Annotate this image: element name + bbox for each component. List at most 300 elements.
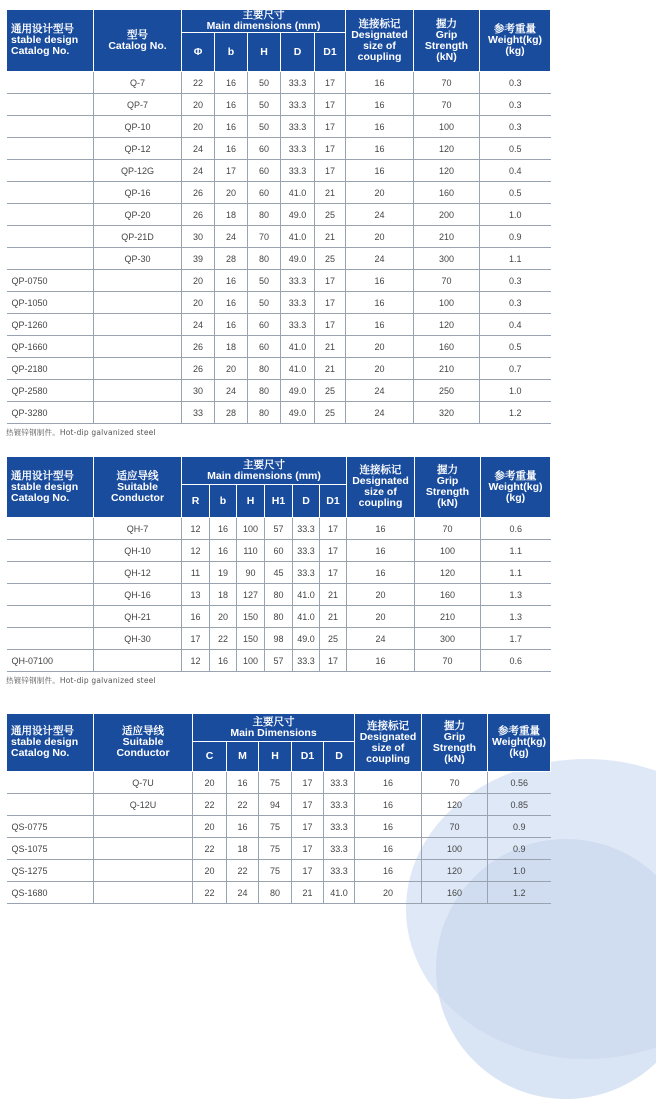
col-header: D1 — [292, 742, 324, 772]
value-cell: 25 — [315, 380, 346, 402]
col-header: D — [281, 33, 315, 72]
header-catalog: 通用设计型号 stable design Catalog No. — [7, 714, 94, 772]
value-cell: 21 — [315, 182, 346, 204]
value-cell: 16 — [210, 540, 237, 562]
catalog-cell: QP-3280 — [7, 402, 94, 424]
value-cell: 70 — [414, 270, 480, 292]
value-cell: 120 — [414, 160, 480, 182]
value-cell: 21 — [292, 882, 324, 904]
value-cell: 250 — [414, 380, 480, 402]
value-cell: 17 — [315, 270, 346, 292]
value-cell: 90 — [237, 562, 265, 584]
value-cell: 120 — [414, 314, 480, 336]
col-header: D1 — [315, 33, 346, 72]
value-cell: 24 — [347, 628, 415, 650]
table-row — [7, 540, 551, 562]
value-cell: 18 — [215, 204, 248, 226]
model-cell: QP-30 — [94, 248, 182, 270]
table-row — [7, 292, 551, 314]
catalog-cell: QS-0775 — [7, 816, 94, 838]
value-cell: 75 — [259, 816, 292, 838]
catalog-cell — [7, 116, 94, 138]
value-cell: 20 — [346, 182, 414, 204]
header-dimensions: 主要尺寸 Main dimensions (mm) — [182, 10, 346, 33]
value-cell: 160 — [414, 182, 480, 204]
value-cell: 75 — [259, 838, 292, 860]
value-cell: 24 — [182, 138, 215, 160]
value-cell: 50 — [248, 292, 281, 314]
value-cell: 30 — [182, 226, 215, 248]
value-cell: 160 — [422, 882, 488, 904]
header-coupling: 连接标记 Designated size of coupling — [355, 714, 422, 772]
value-cell: 0.6 — [481, 650, 551, 672]
catalog-cell: QS-1075 — [7, 838, 94, 860]
value-cell: 33.3 — [293, 562, 320, 584]
value-cell: 20 — [182, 116, 215, 138]
value-cell: 20 — [215, 358, 248, 380]
value-cell: 18 — [215, 336, 248, 358]
catalog-cell — [7, 248, 94, 270]
catalog-cell — [7, 772, 94, 794]
col-header: R — [182, 485, 210, 518]
value-cell: 25 — [315, 204, 346, 226]
value-cell: 28 — [215, 248, 248, 270]
value-cell: 25 — [315, 248, 346, 270]
value-cell: 49.0 — [281, 248, 315, 270]
table-row — [7, 772, 551, 794]
model-cell: QP-10 — [94, 116, 182, 138]
header-catalog: 通用设计型号 stable design Catalog No. — [7, 10, 94, 72]
value-cell: 12 — [182, 650, 210, 672]
header-dimensions: 主要尺寸 Main Dimensions — [193, 714, 355, 742]
value-cell: 19 — [210, 562, 237, 584]
value-cell: 24 — [182, 160, 215, 182]
value-cell: 16 — [346, 160, 414, 182]
value-cell: 25 — [320, 628, 347, 650]
material-note: 热镀锌钢制件。Hot-dip galvanized steel — [6, 676, 156, 685]
value-cell: 75 — [259, 860, 292, 882]
model-cell: QH-16 — [94, 584, 182, 606]
value-cell: 17 — [292, 794, 324, 816]
value-cell: 60 — [248, 314, 281, 336]
value-cell: 1.2 — [480, 402, 551, 424]
value-cell: 0.3 — [480, 72, 551, 94]
value-cell: 120 — [414, 138, 480, 160]
model-cell — [94, 358, 182, 380]
value-cell: 16 — [346, 72, 414, 94]
model-cell: QP-16 — [94, 182, 182, 204]
value-cell: 18 — [210, 584, 237, 606]
value-cell: 200 — [414, 204, 480, 226]
catalog-cell: QP-2580 — [7, 380, 94, 402]
catalog-cell: QP-2180 — [7, 358, 94, 380]
value-cell: 18 — [227, 838, 259, 860]
value-cell: 33.3 — [324, 816, 355, 838]
value-cell: 100 — [237, 518, 265, 540]
value-cell: 1.3 — [481, 606, 551, 628]
value-cell: 45 — [265, 562, 293, 584]
value-cell: 33.3 — [281, 314, 315, 336]
value-cell: 17 — [315, 160, 346, 182]
value-cell: 24 — [346, 248, 414, 270]
value-cell: 20 — [182, 270, 215, 292]
value-cell: 70 — [248, 226, 281, 248]
table-row — [7, 816, 551, 838]
model-cell: QP-21D — [94, 226, 182, 248]
value-cell: 1.1 — [480, 248, 551, 270]
value-cell: 39 — [182, 248, 215, 270]
value-cell: 26 — [182, 358, 215, 380]
model-cell: QH-12 — [94, 562, 182, 584]
value-cell: 0.3 — [480, 292, 551, 314]
value-cell: 150 — [237, 628, 265, 650]
value-cell: 0.6 — [481, 518, 551, 540]
value-cell: 16 — [346, 116, 414, 138]
header-coupling: 连接标记 Designated size of coupling — [347, 457, 415, 518]
value-cell: 300 — [414, 248, 480, 270]
value-cell: 21 — [315, 358, 346, 380]
value-cell: 80 — [248, 204, 281, 226]
value-cell: 17 — [292, 772, 324, 794]
value-cell: 16 — [347, 650, 415, 672]
catalog-cell — [7, 94, 94, 116]
value-cell: 80 — [265, 606, 293, 628]
value-cell: 80 — [265, 584, 293, 606]
catalog-cell — [7, 204, 94, 226]
table-row — [7, 628, 551, 650]
catalog-cell — [7, 226, 94, 248]
value-cell: 33.3 — [324, 838, 355, 860]
value-cell: 16 — [346, 270, 414, 292]
col-header: D — [324, 742, 355, 772]
table-row — [7, 116, 551, 138]
value-cell: 20 — [346, 226, 414, 248]
model-cell: QP-7 — [94, 94, 182, 116]
catalog-cell: QH-07100 — [7, 650, 94, 672]
value-cell: 16 — [215, 94, 248, 116]
catalog-cell — [7, 606, 94, 628]
value-cell: 120 — [422, 860, 488, 882]
value-cell: 17 — [320, 540, 347, 562]
value-cell: 17 — [315, 138, 346, 160]
value-cell: 49.0 — [281, 402, 315, 424]
value-cell: 70 — [422, 816, 488, 838]
col-header: H — [259, 742, 292, 772]
header-catalog: 通用设计型号 stable design Catalog No. — [7, 457, 94, 518]
value-cell: 50 — [248, 94, 281, 116]
value-cell: 20 — [346, 336, 414, 358]
value-cell: 16 — [355, 772, 422, 794]
model-cell: QH-30 — [94, 628, 182, 650]
table-row — [7, 402, 551, 424]
table-row — [7, 838, 551, 860]
value-cell: 80 — [248, 358, 281, 380]
material-note: 热镀锌钢制件。Hot-dip galvanized steel — [6, 428, 156, 437]
value-cell: 100 — [414, 116, 480, 138]
catalog-cell: QP-1260 — [7, 314, 94, 336]
col-header: C — [193, 742, 227, 772]
model-cell — [94, 816, 193, 838]
catalog-cell — [7, 794, 94, 816]
value-cell: 70 — [414, 94, 480, 116]
value-cell: 17 — [315, 314, 346, 336]
catalog-cell — [7, 518, 94, 540]
table-row — [7, 204, 551, 226]
header-coupling: 连接标记 Designated size of coupling — [346, 10, 414, 72]
value-cell: 33.3 — [324, 860, 355, 882]
model-cell: QH-7 — [94, 518, 182, 540]
value-cell: 20 — [215, 182, 248, 204]
catalog-cell — [7, 562, 94, 584]
table-row — [7, 358, 551, 380]
model-cell — [94, 336, 182, 358]
value-cell: 1.7 — [481, 628, 551, 650]
value-cell: 50 — [248, 116, 281, 138]
value-cell: 20 — [346, 358, 414, 380]
value-cell: 1.1 — [481, 540, 551, 562]
col-header: b — [210, 485, 237, 518]
catalog-cell — [7, 72, 94, 94]
value-cell: 100 — [422, 838, 488, 860]
table-row — [7, 650, 551, 672]
value-cell: 33.3 — [281, 138, 315, 160]
value-cell: 33.3 — [293, 540, 320, 562]
value-cell: 17 — [315, 116, 346, 138]
header-weight: 参考重量 Weight(kg) (kg) — [488, 714, 551, 772]
value-cell: 24 — [346, 204, 414, 226]
model-cell: QP-20 — [94, 204, 182, 226]
header-grip: 握力 Grip Strength (kN) — [422, 714, 488, 772]
model-cell: QP-12G — [94, 160, 182, 182]
value-cell: 1.0 — [480, 380, 551, 402]
value-cell: 17 — [292, 816, 324, 838]
value-cell: 80 — [248, 248, 281, 270]
value-cell: 320 — [414, 402, 480, 424]
model-cell — [94, 314, 182, 336]
value-cell: 22 — [227, 860, 259, 882]
model-cell — [94, 270, 182, 292]
value-cell: 33.3 — [293, 518, 320, 540]
value-cell: 16 — [215, 116, 248, 138]
value-cell: 20 — [210, 606, 237, 628]
value-cell: 0.9 — [488, 838, 551, 860]
value-cell: 0.85 — [488, 794, 551, 816]
model-cell: QH-10 — [94, 540, 182, 562]
value-cell: 16 — [346, 292, 414, 314]
catalog-cell — [7, 160, 94, 182]
value-cell: 70 — [414, 72, 480, 94]
value-cell: 22 — [210, 628, 237, 650]
value-cell: 33.3 — [281, 94, 315, 116]
value-cell: 16 — [355, 794, 422, 816]
value-cell: 1.1 — [481, 562, 551, 584]
value-cell: 33.3 — [324, 794, 355, 816]
header-model: 型号 Catalog No. — [94, 10, 182, 72]
value-cell: 17 — [292, 860, 324, 882]
catalog-cell — [7, 182, 94, 204]
model-cell — [94, 860, 193, 882]
model-cell — [94, 882, 193, 904]
table-row — [7, 336, 551, 358]
spec-table-qs — [6, 713, 550, 904]
value-cell: 12 — [182, 540, 210, 562]
model-cell — [94, 650, 182, 672]
table-row — [7, 314, 551, 336]
value-cell: 80 — [248, 402, 281, 424]
catalog-cell — [7, 540, 94, 562]
value-cell: 24 — [346, 380, 414, 402]
value-cell: 24 — [346, 402, 414, 424]
catalog-cell: QS-1680 — [7, 882, 94, 904]
col-header: Φ — [182, 33, 215, 72]
value-cell: 16 — [227, 816, 259, 838]
catalog-cell: QS-1275 — [7, 860, 94, 882]
catalog-cell: QP-1050 — [7, 292, 94, 314]
value-cell: 0.5 — [480, 182, 551, 204]
value-cell: 0.3 — [480, 116, 551, 138]
catalog-cell — [7, 628, 94, 650]
value-cell: 41.0 — [281, 226, 315, 248]
value-cell: 16 — [227, 772, 259, 794]
table-row — [7, 226, 551, 248]
value-cell: 160 — [415, 584, 481, 606]
spec-table-qp — [6, 9, 550, 438]
value-cell: 0.9 — [480, 226, 551, 248]
value-cell: 1.0 — [480, 204, 551, 226]
value-cell: 33.3 — [281, 116, 315, 138]
value-cell: 110 — [237, 540, 265, 562]
value-cell: 127 — [237, 584, 265, 606]
col-header: H — [237, 485, 265, 518]
value-cell: 16 — [347, 562, 415, 584]
value-cell: 49.0 — [281, 380, 315, 402]
value-cell: 17 — [320, 650, 347, 672]
table-row — [7, 380, 551, 402]
value-cell: 16 — [210, 650, 237, 672]
value-cell: 11 — [182, 562, 210, 584]
value-cell: 20 — [193, 772, 227, 794]
value-cell: 24 — [215, 226, 248, 248]
value-cell: 100 — [415, 540, 481, 562]
value-cell: 21 — [320, 584, 347, 606]
value-cell: 20 — [347, 606, 415, 628]
value-cell: 24 — [215, 380, 248, 402]
value-cell: 16 — [182, 606, 210, 628]
value-cell: 22 — [193, 882, 227, 904]
value-cell: 21 — [320, 606, 347, 628]
value-cell: 33.3 — [281, 160, 315, 182]
header-weight: 参考重量 Weight(kg) (kg) — [480, 10, 551, 72]
value-cell: 33 — [182, 402, 215, 424]
table-row — [7, 182, 551, 204]
value-cell: 94 — [259, 794, 292, 816]
value-cell: 60 — [248, 138, 281, 160]
table-row — [7, 138, 551, 160]
value-cell: 24 — [227, 882, 259, 904]
value-cell: 26 — [182, 336, 215, 358]
value-cell: 16 — [347, 518, 415, 540]
col-header: H — [248, 33, 281, 72]
value-cell: 50 — [248, 72, 281, 94]
value-cell: 17 — [315, 94, 346, 116]
value-cell: 16 — [215, 292, 248, 314]
value-cell: 20 — [347, 584, 415, 606]
value-cell: 0.9 — [488, 816, 551, 838]
value-cell: 0.7 — [480, 358, 551, 380]
value-cell: 41.0 — [293, 606, 320, 628]
table-row — [7, 882, 551, 904]
catalog-cell — [7, 138, 94, 160]
value-cell: 16 — [347, 540, 415, 562]
value-cell: 16 — [215, 72, 248, 94]
value-cell: 20 — [182, 94, 215, 116]
catalog-cell: QP-0750 — [7, 270, 94, 292]
header-weight: 参考重量 Weight(kg) (kg) — [481, 457, 551, 518]
value-cell: 1.0 — [488, 860, 551, 882]
model-cell — [94, 292, 182, 314]
col-header: H1 — [265, 485, 293, 518]
value-cell: 120 — [422, 794, 488, 816]
value-cell: 33.3 — [281, 72, 315, 94]
col-header: D1 — [320, 485, 347, 518]
value-cell: 75 — [259, 772, 292, 794]
value-cell: 60 — [248, 182, 281, 204]
header-grip: 握力 Grip Strength (kN) — [415, 457, 481, 518]
model-cell — [94, 380, 182, 402]
model-cell — [94, 402, 182, 424]
value-cell: 17 — [315, 292, 346, 314]
table-row — [7, 248, 551, 270]
model-cell: Q-7 — [94, 72, 182, 94]
value-cell: 20 — [355, 882, 422, 904]
header-grip: 握力 Grip Strength (kN) — [414, 10, 480, 72]
table-row — [7, 584, 551, 606]
value-cell: 16 — [355, 816, 422, 838]
col-header: b — [215, 33, 248, 72]
value-cell: 17 — [320, 518, 347, 540]
value-cell: 33.3 — [324, 772, 355, 794]
value-cell: 49.0 — [281, 204, 315, 226]
table-row — [7, 518, 551, 540]
value-cell: 26 — [182, 204, 215, 226]
value-cell: 80 — [248, 380, 281, 402]
value-cell: 41.0 — [281, 336, 315, 358]
model-cell: QH-21 — [94, 606, 182, 628]
table-row — [7, 72, 551, 94]
value-cell: 1.3 — [481, 584, 551, 606]
header-conductor: 适应导线 Suitable Conductor — [94, 714, 193, 772]
value-cell: 20 — [182, 292, 215, 314]
value-cell: 0.5 — [480, 336, 551, 358]
value-cell: 21 — [315, 226, 346, 248]
value-cell: 16 — [210, 518, 237, 540]
table-row — [7, 270, 551, 292]
value-cell: 0.3 — [480, 270, 551, 292]
value-cell: 41.0 — [281, 358, 315, 380]
value-cell: 33.3 — [281, 292, 315, 314]
value-cell: 17 — [215, 160, 248, 182]
value-cell: 210 — [414, 358, 480, 380]
value-cell: 80 — [259, 882, 292, 904]
value-cell: 41.0 — [324, 882, 355, 904]
value-cell: 0.56 — [488, 772, 551, 794]
value-cell: 21 — [315, 336, 346, 358]
header-dimensions: 主要尺寸 Main dimensions (mm) — [182, 457, 347, 485]
table-row — [7, 606, 551, 628]
value-cell: 60 — [248, 160, 281, 182]
col-header: D — [293, 485, 320, 518]
value-cell: 20 — [193, 816, 227, 838]
